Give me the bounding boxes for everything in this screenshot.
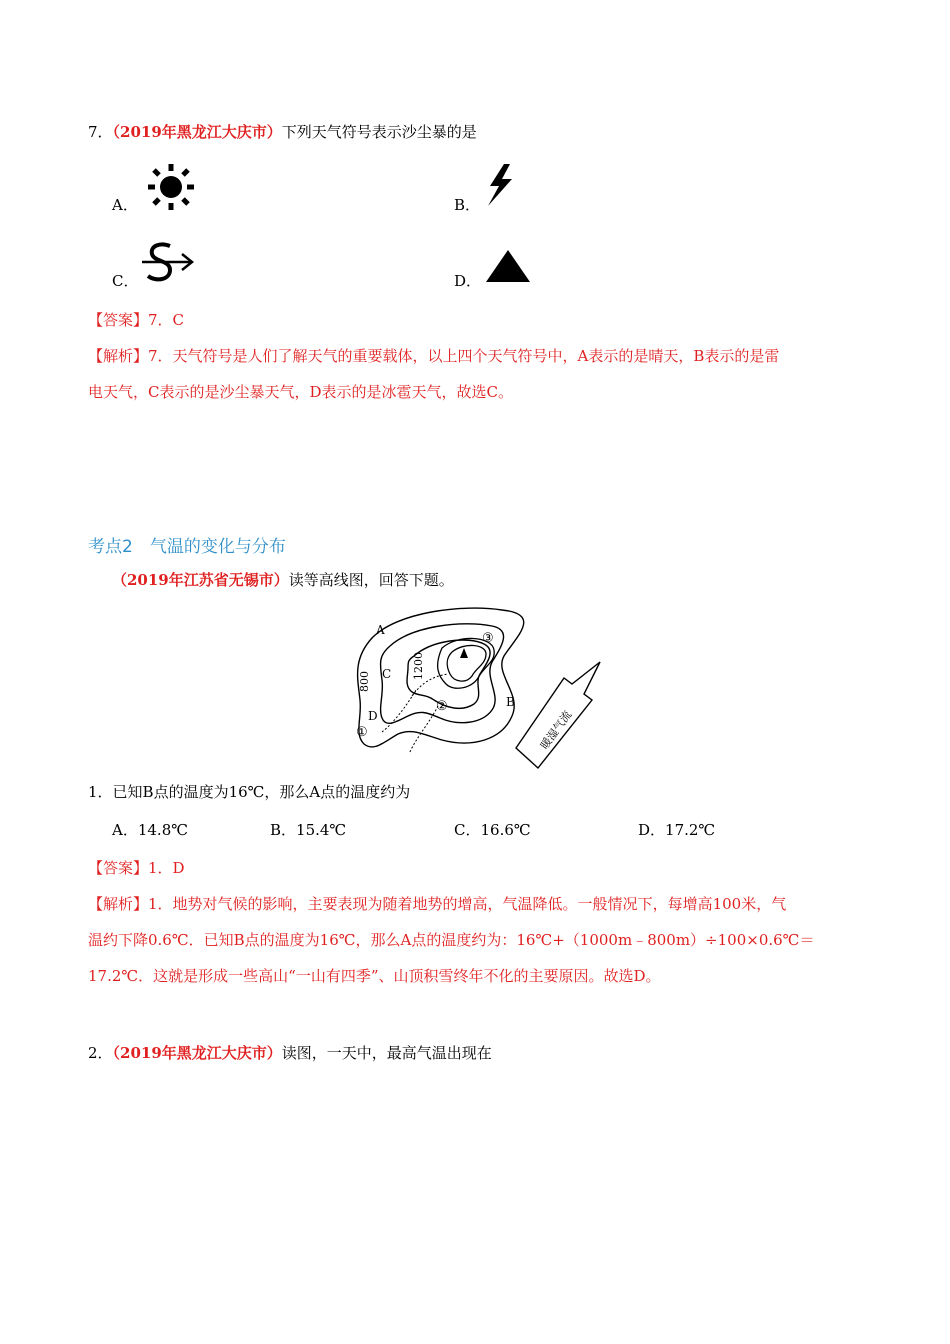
q7-option-d-label: D． (454, 272, 482, 290)
q1-answer-text: 1．D (148, 859, 185, 877)
map-label-d: D (368, 709, 378, 723)
q2-source: （2019年黑龙江大庆市） (112, 1044, 282, 1062)
q1-analysis-line3: 17.2℃．这就是形成一些高山“一山有四季”、山顶积雪终年不化的主要原因。故选D。 (88, 967, 661, 985)
q7-stem (88, 122, 477, 142)
map-point-1: ① (356, 725, 368, 740)
sandstorm-icon (140, 240, 198, 290)
lightning-icon (480, 162, 520, 212)
map-point-2: ② (436, 699, 448, 714)
contour-label-1200: 1200 (412, 652, 425, 680)
q1-analysis-line1: 【解析】1．地势对气候的影响，主要表现为随着地势的增高，气温降低。一般情况下，每增高100米，气 (88, 895, 787, 913)
q7-number: 7． (88, 123, 113, 141)
contour-map (342, 600, 606, 780)
q2-stem (88, 1043, 492, 1063)
q7-option-a-label: A． (112, 196, 138, 214)
q7-analysis-line1: 【解析】7．天气符号是人们了解天气的重要载体，以上四个天气符号中，A表示的是晴天，B表示的是雷 (88, 347, 780, 365)
q1-stem: 1．已知B点的温度为16℃，那么A点的温度约为 (88, 783, 411, 801)
map-label-b: B (506, 695, 515, 709)
q2-number: 2． (88, 1044, 113, 1062)
section-title: 考点2 气温的变化与分布 (88, 537, 286, 557)
analysis-tag: 【解析】 (88, 895, 149, 913)
q1-answer (88, 858, 185, 878)
q1-analysis (88, 886, 864, 994)
q7-answer-text: 7．C (148, 311, 185, 329)
group-intro (112, 570, 454, 590)
q7-analysis (88, 338, 864, 410)
map-label-a: A (376, 623, 385, 637)
group-source: （2019年江苏省无锡市） (112, 571, 289, 589)
q1-option-c: C．16.6℃ (454, 821, 531, 839)
airflow-label: 暖湿气流 (537, 708, 575, 752)
q7-answer (88, 310, 184, 330)
analysis-tag: 【解析】 (88, 347, 149, 365)
answer-tag: 【答案】 (88, 859, 149, 877)
q1-option-a: A．14.8℃ (112, 821, 189, 839)
sun-icon (146, 162, 196, 216)
q7-analysis-line2: 电天气，C表示的是沙尘暴天气，D表示的是冰雹天气，故选C。 (88, 383, 513, 401)
contour-label-800: 800 (358, 671, 371, 692)
q1-option-b: B．15.4℃ (270, 821, 347, 839)
hail-triangle-icon (484, 248, 532, 288)
q7-option-c-label: C． (112, 272, 139, 290)
q1-analysis-line2: 温约下降0.6℃．已知B点的温度为16℃，那么A点的温度约为：16℃+（1000m﹣800m）÷100×0.6℃＝ (88, 931, 815, 949)
q7-stem-text: 下列天气符号表示沙尘暴的是 (281, 123, 477, 141)
map-point-3: ③ (482, 631, 494, 646)
answer-tag: 【答案】 (88, 311, 149, 329)
map-label-c: C (382, 667, 392, 681)
q1-option-d: D．17.2℃ (638, 821, 716, 839)
q7-option-b-label: B． (454, 196, 481, 214)
q2-stem-text: 读图，一天中，最高气温出现在 (281, 1044, 492, 1062)
group-stem: 读等高线图，回答下题。 (288, 571, 454, 589)
q7-source: （2019年黑龙江大庆市） (112, 123, 282, 141)
